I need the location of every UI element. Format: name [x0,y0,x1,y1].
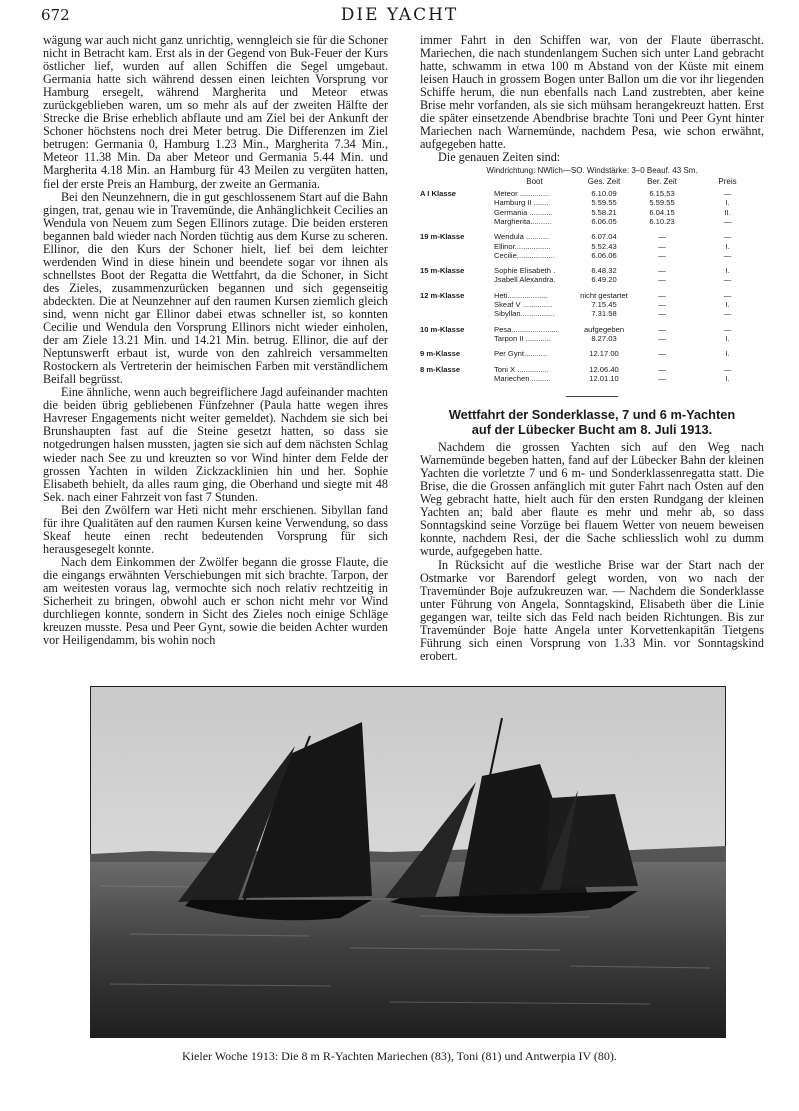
sailing-yachts-image [90,686,726,1038]
corrected-time-cell: — [658,364,666,374]
table-row [420,359,764,374]
table-row [420,334,764,343]
class-cell: 12 m-Klasse [420,290,465,300]
article-heading-line2: auf der Lübecker Bucht am 8. Juli 1913. [471,422,713,438]
prize-cell: — [723,364,732,374]
boat-cell: Margherita.......... [494,216,552,226]
corrected-time-cell: — [658,275,666,285]
table-row [420,343,764,358]
yacht-photograph [90,686,726,1038]
article-heading-line1: Wettfahrt der Sonderklasse, 7 und 6 m-Yachten [448,407,736,423]
page-header [0,0,799,28]
class-cell [420,374,494,383]
boat-cell: Ellinor................. [494,241,551,251]
paragraph: In Rücksicht auf die westliche Brise war der Start nach der Ostmarke vor Barendorf gelegt worden, von wo nach der Travemünder Boje aufzukreuzen war. — Nachdem die Sonderklasse unter Führung von Angela, Sonntagskind, Elisabeth über die Linie gegangen war, teilte sich das Feld nach beiden Richtungen. Bis zur Travemünder Boje hatte Angela unter Korvettenkapitän Tietgens Führung sich einen Vorsprung von 1.33 Min. vor Sonntagskind erobert. [420,557,764,663]
corrected-time-cell: 6.04.15 [649,207,675,217]
column-header: Ber. Zeit [647,176,677,186]
paragraph: immer Fahrt in den Schiffen war, von der Flaute überrascht. Mariechen, die nach stundenlangem Suchen sich unter Land gebracht hatte, schwamm in etwa 100 m Abstand von der Küste mit einem leisen Hauch in grossem Bogen unter Ballon um die vor ihr liegenden Schiffe herum, die nun ebenfalls nach Land zustrebten, aber keine Brise mehr vorfanden, als sie sich mühsam herangekreuzt hatten. Erst die später einsetzende Abendbrise brachte Toni und Peer Gynt hinter Mariechen nach Warnemünde, nachdem Pesa, wie schon erwähnt, aufgegeben hatte. [420,33,764,152]
total-time-cell: nicht gestartet [580,290,628,300]
corrected-time-cell: — [658,324,666,334]
prize-cell: I. [725,300,730,310]
table-row [420,275,764,284]
table-row [420,251,764,260]
total-time-cell: 5.59.55 [591,198,617,208]
prize-cell: — [723,232,732,242]
prize-cell: I. [725,266,730,276]
corrected-time-cell: — [658,290,666,300]
boat-cell: Heti................... [494,290,548,300]
table-row [420,217,764,226]
total-time-cell: aufgegeben [583,324,625,334]
class-cell [420,334,494,343]
class-cell: 19 m-Klasse [420,232,465,242]
total-time-cell: 8.27.03 [591,333,617,343]
boat-cell: Sibyllan................ [494,309,555,319]
total-time-cell: 7.15.45 [591,300,617,310]
total-time-cell: 7.31.58 [591,309,617,319]
corrected-time-cell: 5.59.55 [649,198,675,208]
boat-cell: Germania ........... [494,207,553,217]
total-time-cell: 6.07.04 [591,232,617,242]
journal-title: DIE YACHT [340,5,459,25]
prize-cell: — [723,275,732,285]
total-time-cell: 6.49.20 [591,275,617,285]
class-cell [420,217,494,226]
right-column-bottom-text [420,441,764,663]
boat-cell: Tarpon II ............ [494,333,551,343]
total-time-cell: 5.52.43 [591,241,617,251]
right-column-top-text [420,34,764,151]
table-row [420,319,764,334]
total-time-cell: 12.17.00 [589,349,619,359]
total-time-cell: 12.06.40 [589,364,619,374]
prize-cell: — [723,309,732,319]
corrected-time-cell: — [658,300,666,310]
column-header: Preis [718,176,737,186]
column-header: Boot [526,176,543,186]
boat-cell: Skeaf V .............. [494,300,553,310]
table-row [420,300,764,309]
total-time-cell: 6.10.09 [591,189,617,199]
paragraph: Bei den Neunzehnern, die in gut geschlossenem Start auf die Bahn gingen, trat, genau wie in Travemünde, die Anhänglichkeit Cecilies an Wendula von Neuem zum Segen Ellinors zutage. Die beiden ersteren begannen bald wieder nach Norden tüchtig aus dem Kurse zu scheren. Ellinor, die den Kurs der Schoner hielt, lief bei dem leichter werdenden Wind in diese hinein und beendete sogar vor ihnen als schnellstes Boot der Regatta die Wettfahrt, da die Schoner, in Sicht des Zieles, zusammenzurücken begannen und sich gegenseitig abdeckten. Die at Neunzehner auf den raumen Kursen ziemlich gleich sind, wenn nicht gar Ellinor dabei etwas schneller ist, so konnten Cecilie und Wendula den Vorsprung Ellinors nicht wieder einholen, der am Ziele 13.21 Min. und 14.21 Min. betrug. Ellinor, die auf der Neptunswerft erbaut ist, wurde von den zahlreich versammelten Rostockern als Vertreterin der heimischen Farben mit verständlichem Beifall begrüsst. [43,189,388,387]
table-row [420,226,764,241]
prize-cell: — [723,250,732,260]
class-cell [420,208,494,217]
paragraph: Eine ähnliche, wenn auch begreiflichere Jagd aufeinander machten die beiden übrig gebliebenen Fünfzehner (Paula hatte wegen ihres Havreser Engagements nicht weiter gemeldet). Nachdem sie sich bei Brunshaupten fast auf die Steine gesetzt hatten, so dass sie notgedrungen halsen mussten, jagten sie sich auf dem nächsten Schlag wieder nach See zu und kreuzten so vor Wind hinter dem Felde der grossen Yachten in wilden Zickzacklinien hin und her. Sophie Elisabeth behielt, da alles raum ging, die Oberhand und siegte mit 48 Sek. nach einer Fahrzeit von fast 7 Stunden. [43,385,388,504]
total-time-cell: 6.06.06 [591,250,617,260]
class-cell [420,300,494,309]
corrected-time-cell: — [658,241,666,251]
total-time-cell: 12.01.10 [589,373,619,383]
corrected-time-cell: — [658,266,666,276]
table-row [420,374,764,383]
times-intro: Die genauen Zeiten sind: [438,150,561,165]
prize-cell: I. [725,349,730,359]
article-heading [420,407,764,437]
results-table-header [420,177,764,189]
prize-cell: I. [725,198,730,208]
boat-cell: Mariechen ......... [494,373,551,383]
class-cell: A I Klasse [420,189,457,199]
table-row [420,260,764,275]
page-number: 672 [41,6,70,24]
prize-cell: I. [725,241,730,251]
class-cell [420,275,494,284]
class-cell [420,251,494,260]
race-conditions: Windrichtung: NWlich—SO. Windstärke: 3–0 Beauf. 43 Sm. [486,166,698,176]
boat-cell: Wendula ........... [494,232,550,242]
total-time-cell: 5.58.21 [591,207,617,217]
paragraph: Bei den Zwölfern war Heti nicht mehr erschienen. Sibyllan fand für ihre Qualitäten auf den raumen Kursen keine Verwendung, so dass Skeaf heute einen recht bedeutenden Vorsprung für sich herausgesegelt konnte. [43,502,388,556]
class-cell [420,309,494,318]
section-divider [566,396,618,397]
boat-cell: Jsabell Alexandra. [494,275,556,285]
boat-cell: Toni X ............... [494,364,549,374]
corrected-time-cell: — [658,309,666,319]
paragraph: wägung war auch nicht ganz unrichtig, wenngleich sie für die Schoner nicht in Betracht kam. Erst als in der Gegend von Buk-Feuer der Kurs östlicher lief, wurden auf allen Schiffen die Segel umgebaut. Germania hatte sich während dessen einen leichten Vorsprung vor Hamburg ersegelt, während Margherita und Meteor etwas zurückgeblieben waren, um so mehr als auf der zweiten Hälfte der Strecke die Brise erheblich abflaute und am Ziel bei der Ankunft der Schoner höchstens noch drei Meter betrug. Die Differenzen im Ziel betrugen: Germania 0, Hamburg 1.23 Min., Margherita 7.34 Min., Meteor 11.38 Min. Da aber Meteor und Germania 5.44 Min. und Margherita 4.18 Min. an Hamburg für 43 Meilen zu vergüten hatten, fiel der erste Preis an Hamburg, der zweite an Germania. [43,33,388,191]
paragraph: Nach dem Einkommen der Zwölfer begann die grosse Flaute, die die eingangs erwähnten Verschiebungen mit sich brachte. Tarpon, der am weitesten voraus lag, vermochte sich noch relativ rechtzeitig in Sicherheit zu bringen, obwohl auch er schon nicht mehr vor Wind durchliegen konnte, sondern in Sicht des Zieles noch einige Schläge kreuzen musste. Pesa und Peer Gynt, sowie die beiden Achter wurden vor Heiligendamm, bis wohin noch [43,554,388,648]
total-time-cell: 6.06.05 [591,216,617,226]
total-time-cell: 6.48.32 [591,266,617,276]
corrected-time-cell: 6.15.53 [649,189,675,199]
table-row [420,309,764,318]
prize-cell: — [723,290,732,300]
table-row [420,208,764,217]
table-row [420,242,764,251]
table-row [420,285,764,300]
corrected-time-cell: — [658,232,666,242]
prize-cell: — [723,216,732,226]
class-cell: 9 m-Klasse [420,349,461,359]
boat-cell: Hamburg II ....... [494,198,549,208]
class-cell [420,198,494,207]
prize-cell: II. [724,207,731,217]
corrected-time-cell: — [658,349,666,359]
boat-cell: Meteor .............. [494,189,550,199]
boat-cell: Sophie Elisabeth . [494,266,556,276]
corrected-time-cell: — [658,333,666,343]
class-cell: 10 m-Klasse [420,324,465,334]
prize-cell: — [723,324,732,334]
class-cell: 8 m-Klasse [420,364,461,374]
results-table [420,166,764,383]
right-column [420,34,764,663]
photo-caption: Kieler Woche 1913: Die 8 m R-Yachten Mariechen (83), Toni (81) und Antwerpia IV (80). [182,1049,617,1063]
class-cell [420,242,494,251]
prize-cell: — [723,189,732,199]
boat-cell: Per Gynt........... [494,349,548,359]
corrected-time-cell: — [658,373,666,383]
boat-cell: Pesa...................... [494,324,558,334]
corrected-time-cell: — [658,250,666,260]
corrected-time-cell: 6.10.23 [649,216,675,226]
paragraph: Nachdem die grossen Yachten sich auf den Weg nach Warnemünde begeben hatten, fand auf der Lübecker Bahn der kleinen Yachten die vorletzte 7 und 6 m- und Sonderklassenregatta statt. Die Brise, die die Grossen anfänglich mit guter Fahrt nach Osten auf den Weg gebracht hatte, hielt auch für den ersten Rundgang der kleinen Yachten an; bald aber flaute es mehr und mehr ab, so dass Sonntagskind seine Vorzüge bei flauem Wetter von neuem beweisen konnte, nachdem Resi, der die Sache schliesslich wohl zu dumm wurde, aufgegeben hatte. [420,440,764,559]
class-cell: 15 m-Klasse [420,266,465,276]
table-row [420,189,764,198]
column-header [420,177,494,189]
left-column [43,34,388,647]
prize-cell: I. [725,373,730,383]
column-header: Ges. Zeit [587,176,621,186]
prize-cell: I. [725,333,730,343]
boat-cell: Cecilie.................. [494,250,555,260]
table-row [420,198,764,207]
